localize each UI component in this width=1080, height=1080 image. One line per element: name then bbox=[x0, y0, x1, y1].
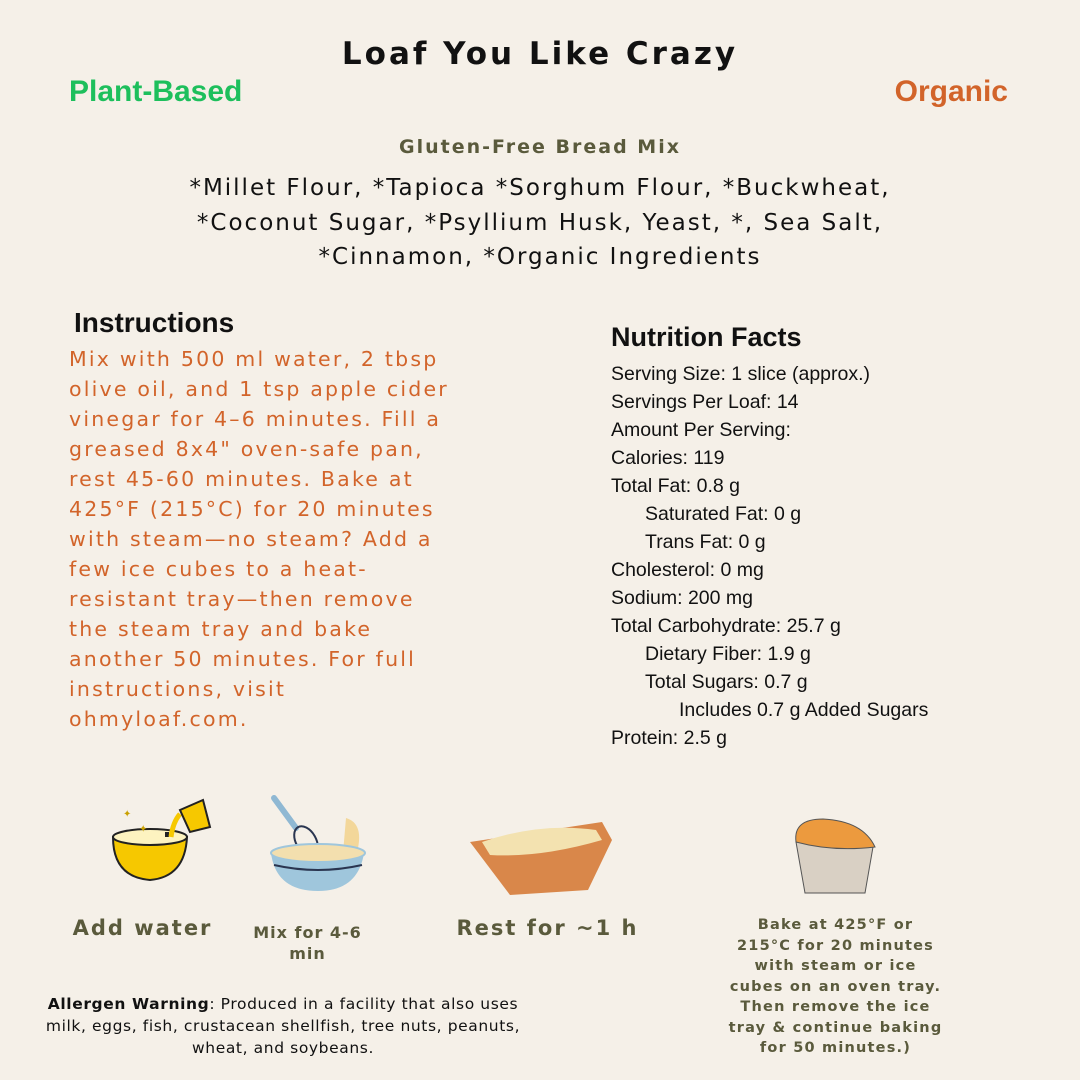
step-mix-label: Mix for 4-6 min bbox=[253, 923, 362, 963]
nutrition-line: Sodium: 200 mg bbox=[611, 587, 753, 609]
ingredients-line: *Cinnamon, *Organic Ingredients bbox=[318, 244, 762, 270]
nutrition-line: Trans Fat: 0 g bbox=[645, 531, 766, 553]
nutrition-line: Serving Size: 1 slice (approx.) bbox=[611, 363, 871, 385]
nutrition-line: Total Sugars: 0.7 g bbox=[645, 671, 808, 693]
allergen-label: Allergen Warning bbox=[47, 995, 210, 1013]
loaf-pan-dough-icon bbox=[470, 820, 612, 900]
step-bake-label: Bake at 425°F or 215°C for 20 minutes with steam or ice cubes on an oven tray. Then remove the ice tray & continue baking for 50 minutes.) bbox=[728, 917, 943, 1056]
instructions-text: Mix with 500 ml water, 2 tbsp olive oil, and 1 tsp apple cider vinegar for 4–6 minutes. Fill a greased 8x4" oven-safe pan, rest 45-60 minutes. Bake at 425°F (215°C) for 20 minutes with steam—no steam? Add a few ice cubes to a heat-resistant tray—then remove the steam tray and bake another 50 minutes. For full instructions, visit ohmyloaf.com. bbox=[69, 347, 449, 731]
nutrition-line: Protein: 2.5 g bbox=[611, 727, 727, 749]
nutrition-heading: Nutrition Facts bbox=[611, 322, 802, 352]
whisk-bowl-icon bbox=[268, 793, 378, 893]
product-subtitle: Gluten-Free Bread Mix bbox=[399, 136, 681, 158]
allergen-text: : Produced in a facility that also uses milk, eggs, fish, crustacean shellfish, tree nuts, peanuts, wheat, and soybeans. bbox=[45, 995, 521, 1057]
svg-text:✦: ✦ bbox=[139, 824, 148, 835]
instructions-heading: Instructions bbox=[74, 307, 235, 338]
nutrition-line: Cholesterol: 0 mg bbox=[611, 559, 764, 581]
nutrition-line: Dietary Fiber: 1.9 g bbox=[645, 643, 811, 665]
nutrition-line: Amount Per Serving: bbox=[611, 419, 791, 441]
allergen-warning bbox=[40, 993, 526, 1059]
nutrition-line: Includes 0.7 g Added Sugars bbox=[679, 699, 929, 721]
step-add-water-label: Add water bbox=[72, 916, 213, 940]
nutrition-line: Total Carbohydrate: 25.7 g bbox=[611, 615, 841, 637]
nutrition-line: Servings Per Loaf: 14 bbox=[611, 391, 799, 413]
nutrition-line: Saturated Fat: 0 g bbox=[645, 503, 802, 525]
nutrition-line: Total Fat: 0.8 g bbox=[611, 475, 740, 497]
ingredients bbox=[100, 171, 980, 275]
baked-loaf-icon bbox=[793, 817, 879, 897]
ingredients-line: *Millet Flour, *Tapioca *Sorghum Flour, *Buckwheat, bbox=[189, 175, 891, 201]
plant-based-badge: Plant-Based bbox=[69, 75, 243, 108]
step-rest-label: Rest for ~1 h bbox=[456, 916, 639, 940]
nutrition-line: Calories: 119 bbox=[611, 447, 725, 469]
ingredients-line: *Coconut Sugar, *Psyllium Husk, Yeast, *, Sea Salt, bbox=[196, 209, 884, 236]
organic-badge: Organic bbox=[894, 75, 1008, 108]
nutrition-facts bbox=[611, 360, 928, 752]
pour-water-bowl-icon bbox=[105, 792, 225, 887]
svg-text:✦: ✦ bbox=[123, 809, 132, 820]
product-title: Loaf You Like Crazy bbox=[341, 36, 739, 72]
